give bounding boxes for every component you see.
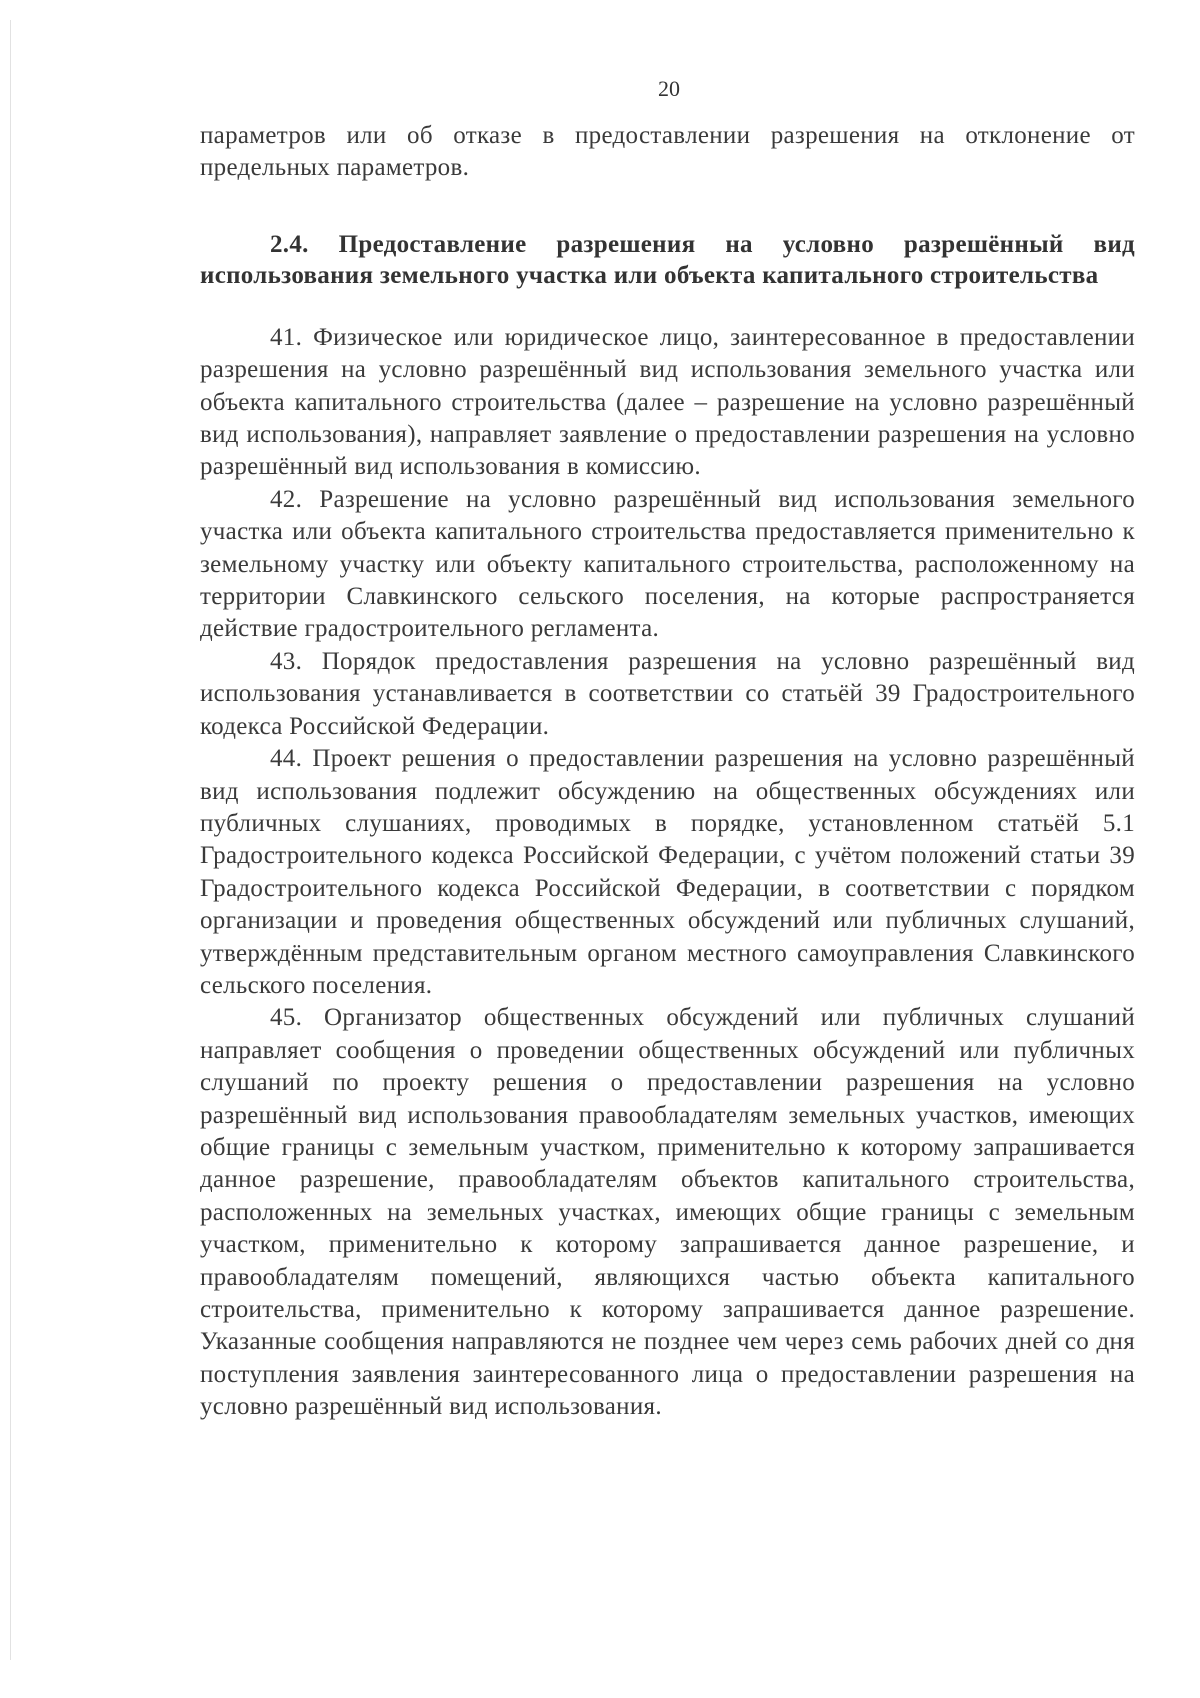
paragraph-continuation: параметров или об отказе в предоставлении разрешения на отклонение от предельных параметров. bbox=[200, 122, 1135, 182]
paragraph-42: 42. Разрешение на условно разрешённый вид использования земельного участка или объекта капитального строительства предоставляется применительно к земельному участку или объекту капитального строительства, расположенному на территории Славкинского сельского поселения, на которые распространяется действие градостроительного регламента. bbox=[200, 485, 1135, 643]
page-number: 20 bbox=[658, 76, 680, 101]
paragraph-44: 44. Проект решения о предоставлении разрешения на условно разрешённый вид использования подлежит обсуждению на общественных обсуждениях или публичных слушаниях, проводимых в порядке, установленном статьёй 5.1 Градостроительного кодекса Российской Федерации, с учётом положений статьи 39 Градостроительного кодекса Российской Федерации, в соответствии с порядком организации и проведения общественных обсуждений или публичных слушаний, утверждённым представительным органом местного самоуправления Славкинского сельского поселения. bbox=[200, 745, 1135, 999]
scan-edge-line bbox=[10, 20, 11, 1660]
paragraph-45: 45. Организатор общественных обсуждений или публичных слушаний направляет сообщения о проведении общественных обсуждений или публичных слушаний по проекту решения о предоставлении разрешения на условно разрешённый вид использования правообладателям земельных участков, имеющих общие границы с земельным участком, применительно к которому запрашивается данное разрешение, правообладателям объектов капитального строительства, расположенных на земельных участках, имеющих общие границы с земельным участком, применительно к которому запрашивается данное разрешение, и правообладателям помещений, являющихся частью объекта капитального строительства, применительно к которому запрашивается данное разрешение. Указанные сообщения направляются не позднее чем через семь рабочих дней со дня поступления заявления заинтересованного лица о предоставлении разрешения на условно разрешённый вид использования. bbox=[200, 1004, 1135, 1421]
paragraph-41: 41. Физическое или юридическое лицо, заинтересованное в предоставлении разрешения на условно разрешённый вид использования земельного участка или объекта капитального строительства (далее – разрешение на условно разрешённый вид использования), направляет заявление о предоставлении разрешения на условно разрешённый вид использования в комиссию. bbox=[200, 323, 1135, 481]
section-heading: 2.4. Предоставление разрешения на условно разрешённый вид использования земельного участка или объекта капитального строительства bbox=[200, 230, 1135, 290]
paragraph-43: 43. Порядок предоставления разрешения на условно разрешённый вид использования устанавливается в соответствии со статьёй 39 Градостроительного кодекса Российской Федерации. bbox=[200, 647, 1135, 740]
document-body bbox=[200, 120, 1135, 1424]
